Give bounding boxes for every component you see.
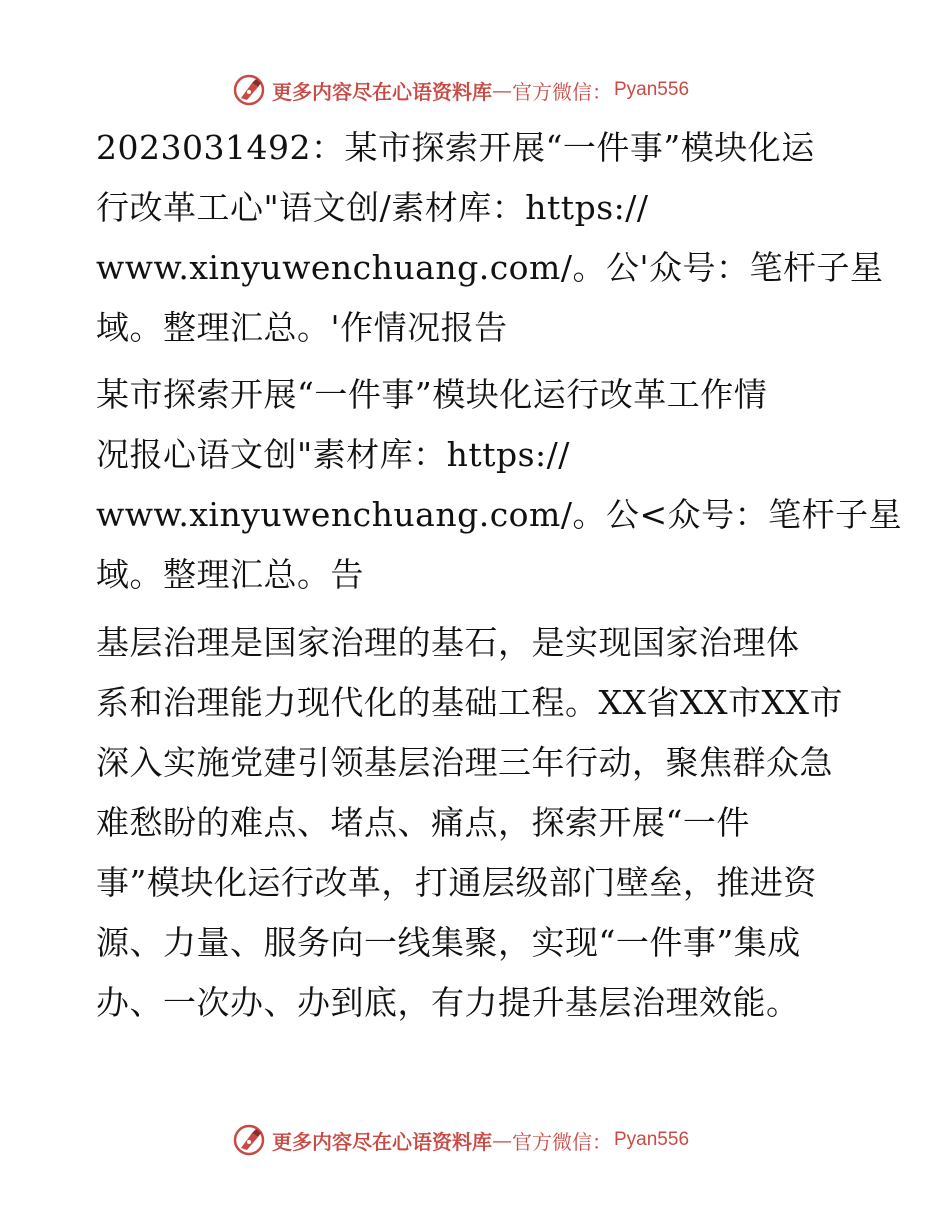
header-watermark — [232, 70, 712, 110]
watermark-wechat-id: Pyan556 — [614, 1129, 690, 1150]
text-line: 源、力量、服务向一线集聚，实现“一件事”集成 — [96, 923, 801, 962]
text-line: 况报心语文创"素材库：https:// — [96, 435, 570, 474]
text-line: 基层治理是国家治理的基石，是实现国家治理体 — [96, 623, 800, 662]
text-line: www.xinyuwenchuang.com/。公<众号：笔杆子星 — [96, 495, 903, 534]
footer-watermark — [232, 1120, 712, 1160]
watermark-wechat-label: 官方微信： — [512, 1129, 612, 1154]
text-line: 深入实施党建引领基层治理三年行动，聚焦群众急 — [96, 743, 833, 782]
text-line: 域。整理汇总。'作情况报告 — [96, 308, 508, 347]
text-line: 办、一次办、办到底，有力提升基层治理效能。 — [96, 983, 800, 1022]
paragraph-title — [96, 118, 884, 358]
text-line: 系和治理能力现代化的基础工程。XX省XX市XX市 — [96, 683, 843, 722]
paragraph-subtitle — [96, 365, 903, 605]
pen-nib-logo-icon — [232, 1123, 266, 1157]
watermark-lead-text: 更多内容尽在心语资料库 — [272, 1129, 492, 1154]
watermark-dash: — — [492, 1128, 512, 1152]
text-line: 难愁盼的难点、堵点、痛点，探索开展“一件 — [96, 803, 750, 842]
text-line: www.xinyuwenchuang.com/。公'众号：笔杆子星 — [96, 248, 884, 287]
watermark-wechat-id: Pyan556 — [614, 79, 690, 100]
text-line: 行改革工心"语文创/素材库：https:// — [96, 188, 649, 227]
text-line: 事”模块化运行改革，打通层级部门壁垒，推进资 — [96, 863, 817, 902]
watermark-wechat-label: 官方微信： — [512, 79, 612, 104]
watermark-dash: — — [492, 78, 512, 102]
text-line: 2023031492：某市探索开展“一件事”模块化运 — [96, 128, 815, 167]
pen-nib-logo-icon — [232, 73, 266, 107]
paragraph-body — [96, 613, 856, 1033]
watermark-lead-text: 更多内容尽在心语资料库 — [272, 79, 492, 104]
text-line: 域。整理汇总。告 — [96, 555, 364, 594]
text-line: 某市探索开展“一件事”模块化运行改革工作情 — [96, 375, 768, 414]
